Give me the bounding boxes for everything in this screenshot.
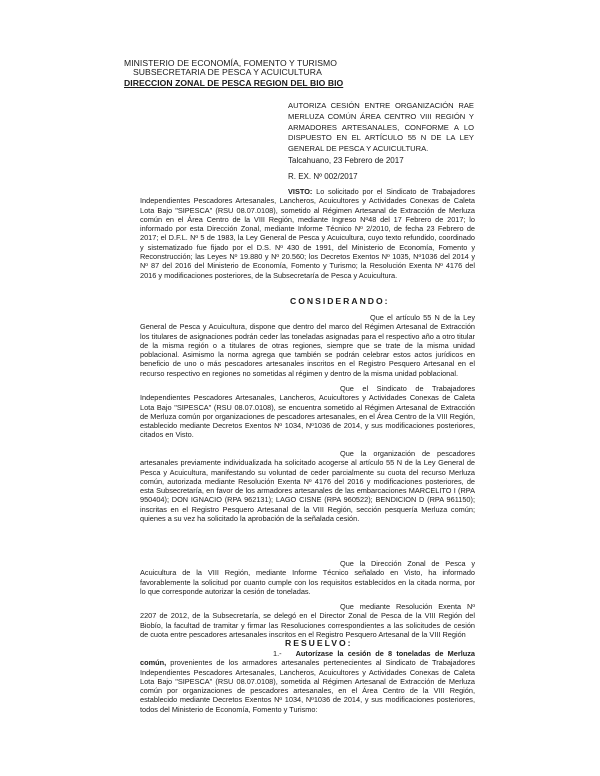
header-subsecretaria: SUBSECRETARIA DE PESCA Y ACUICULTURA	[133, 67, 322, 77]
considerando-paragraph-2: Que el Sindicato de Trabajadores Independientes Pescadores Artesanales, Lancheros, Acuicultores y Actividades Conexas de Caleta Lota Bajo "SIPESCA" (RSU 08.07.0108), se encuentra sometido al Régimen Artesanal de Extracción de Merluza común por organizaciones de pescadores artesanales, en el Área Centro de la VIII Región, establecido mediante Decretos Exentos Nº 1034, Nº1036 de 2014, y sus modificaciones posteriores, citados en Visto.	[140, 384, 475, 440]
considerando-paragraph-1: Que el artículo 55 N de la Ley General de Pesca y Acuicultura, dispone que dentro del marco del Régimen Artesanal de Extracción los titulares de asignaciones podrán ceder las toneladas asignadas para el respectivo año a otro titular de la misma región o a titulares de otras regiones, siempre que se trate de la misma unidad poblacional. Asimismo la norma agrega que también se podrán celebrar estos actos jurídicos en beneficio de uno o más pescadores artesanales inscritos en el Registro Pesquero Artesanal en el recurso respectivo en regiones no sometidas al régimen y dentro de la misma unidad poblacional.	[140, 313, 475, 378]
resolution-subject: AUTORIZA CESIÓN ENTRE ORGANIZACIÓN RAE MERLUZA COMÚN ÁREA CENTRO VIII REGIÓN Y ARMADORES ARTESANALES, CONFORME A LO DISPUESTO EN EL ARTÍCULO 55 N DE LA LEY GENERAL DE PESCA Y ACUICULTURA.	[288, 101, 474, 154]
resuelvo-paragraph-1: 1.- Autorízase la cesión de 8 toneladas de Merluza común, provenientes de los armadores artesanales pertenecientes al Sindicato de Trabajadores Independientes Pescadores Artesanales, Lancheros, Acuicultores y Actividades Conexas de Caleta Lota Bajo "SIPESCA" (RSU 08.07.0108), sometida al Régimen Artesanal de Extracción de Merluza común por organizaciones de pescadores artesanales, en el Área Centro de la VIII Región, establecido mediante Decretos Exentos Nº 1034, Nº1036 de 2014, y sus modificaciones posteriores, todos del Ministerio de Economía, Fomento y Turismo:	[140, 649, 475, 714]
visto-paragraph	[140, 187, 475, 280]
considerando-paragraph-5: Que mediante Resolución Exenta Nº 2207 de 2012, de la Subsecretaría, se delegó en el Director Zonal de Pesca de la VIII Región del Biobío, la facultad de tramitar y firmar las Resoluciones correspondientes a las solicitudes de cesión de cuota entre pescadores artesanales inscritos en el Registro Pesquero Artesanal de la VIII Región	[140, 602, 475, 639]
considerando-heading: CONSIDERANDO:	[290, 296, 390, 306]
place-date: Talcahuano, 23 Febrero de 2017	[288, 156, 404, 165]
considerando-paragraph-4: Que la Dirección Zonal de Pesca y Acuicultura de la VIII Región, mediante Informe Técnico señalado en Visto, ha informado favorablemente la solicitud por cuanto cumple con los requisitos establecidos en la citada norma, por lo que corresponde autorizar la cesión de toneladas.	[140, 559, 475, 596]
resuelvo-heading: RESUELVO:	[285, 638, 353, 648]
resolution-number: R. EX. Nº 002/2017	[288, 172, 358, 181]
resuelvo-lead: Autorízase la cesión de 8 toneladas de Merluza común,	[140, 649, 475, 668]
header-ministry: MINISTERIO DE ECONOMÍA, FOMENTO Y TURISMO	[124, 58, 337, 68]
visto-text: Lo solicitado por el Sindicato de Trabajadores Independientes Pescadores Artesanales, Lancheros, Acuicultores y Actividades Conexas de Caleta Lota Bajo "SIPESCA" (RSU 08.07.0108), sometido al Régimen Artesanal de Extracción de Merluza común en el Área Centro de la VIII Región, mediante Ingreso Nº48 del 17 Febrero de 2017; lo informado por esta Dirección Zonal, mediante Informe Técnico Nº 2/2010, de fecha 23 Febrero de 2017; el D.F.L. Nº 5 de 1983, la Ley General de Pesca y Acuicultura, cuyo texto refundido, coordinado y sistematizado fue fijado por el D.S. Nº 430 de 1991, del Ministerio de Economía, Fomento y Reconstrucción; las Leyes Nº 19.880 y Nº 20.560; los Decretos Exentos Nº 1035, Nº1036 del 2014 y Nº 87 del 2016 del Ministerio de Economía, Fomento y Turismo; la Resolución Exenta Nº 4176 del 2016 y modificaciones posteriores, de la Subsecretaría de Pesca y Acuicultura.	[140, 187, 475, 280]
header-direccion-zonal: DIRECCION ZONAL DE PESCA REGION DEL BIO BIO	[124, 78, 344, 88]
visto-label: VISTO:	[288, 187, 313, 196]
considerando-paragraph-3: Que la organización de pescadores artesanales previamente individualizada ha solicitado acogerse al artículo 55 N de la Ley General de Pesca y Acuicultura, manifestando su voluntad de ceder parcialmente su cuota del recurso Merluza común, autorizada mediante Resolución Exenta Nº 4176 del 2016 y modificaciones posteriores, de esta Subsecretaría, en favor de los armadores artesanales de las embarcaciones MARCELITO I (RPA 950404); DON IGNACIO (RPA 962131); LAGO CISNE (RPA 960522); BENDICION D (RPA 961150); inscritas en el Registro Pesquero Artesanal de la VIII Región, sección pesquería Merluza común; quienes a su vez ha solicitado la aprobación de la señalada cesión.	[140, 449, 475, 524]
resuelvo-number: 1.-	[273, 649, 282, 658]
